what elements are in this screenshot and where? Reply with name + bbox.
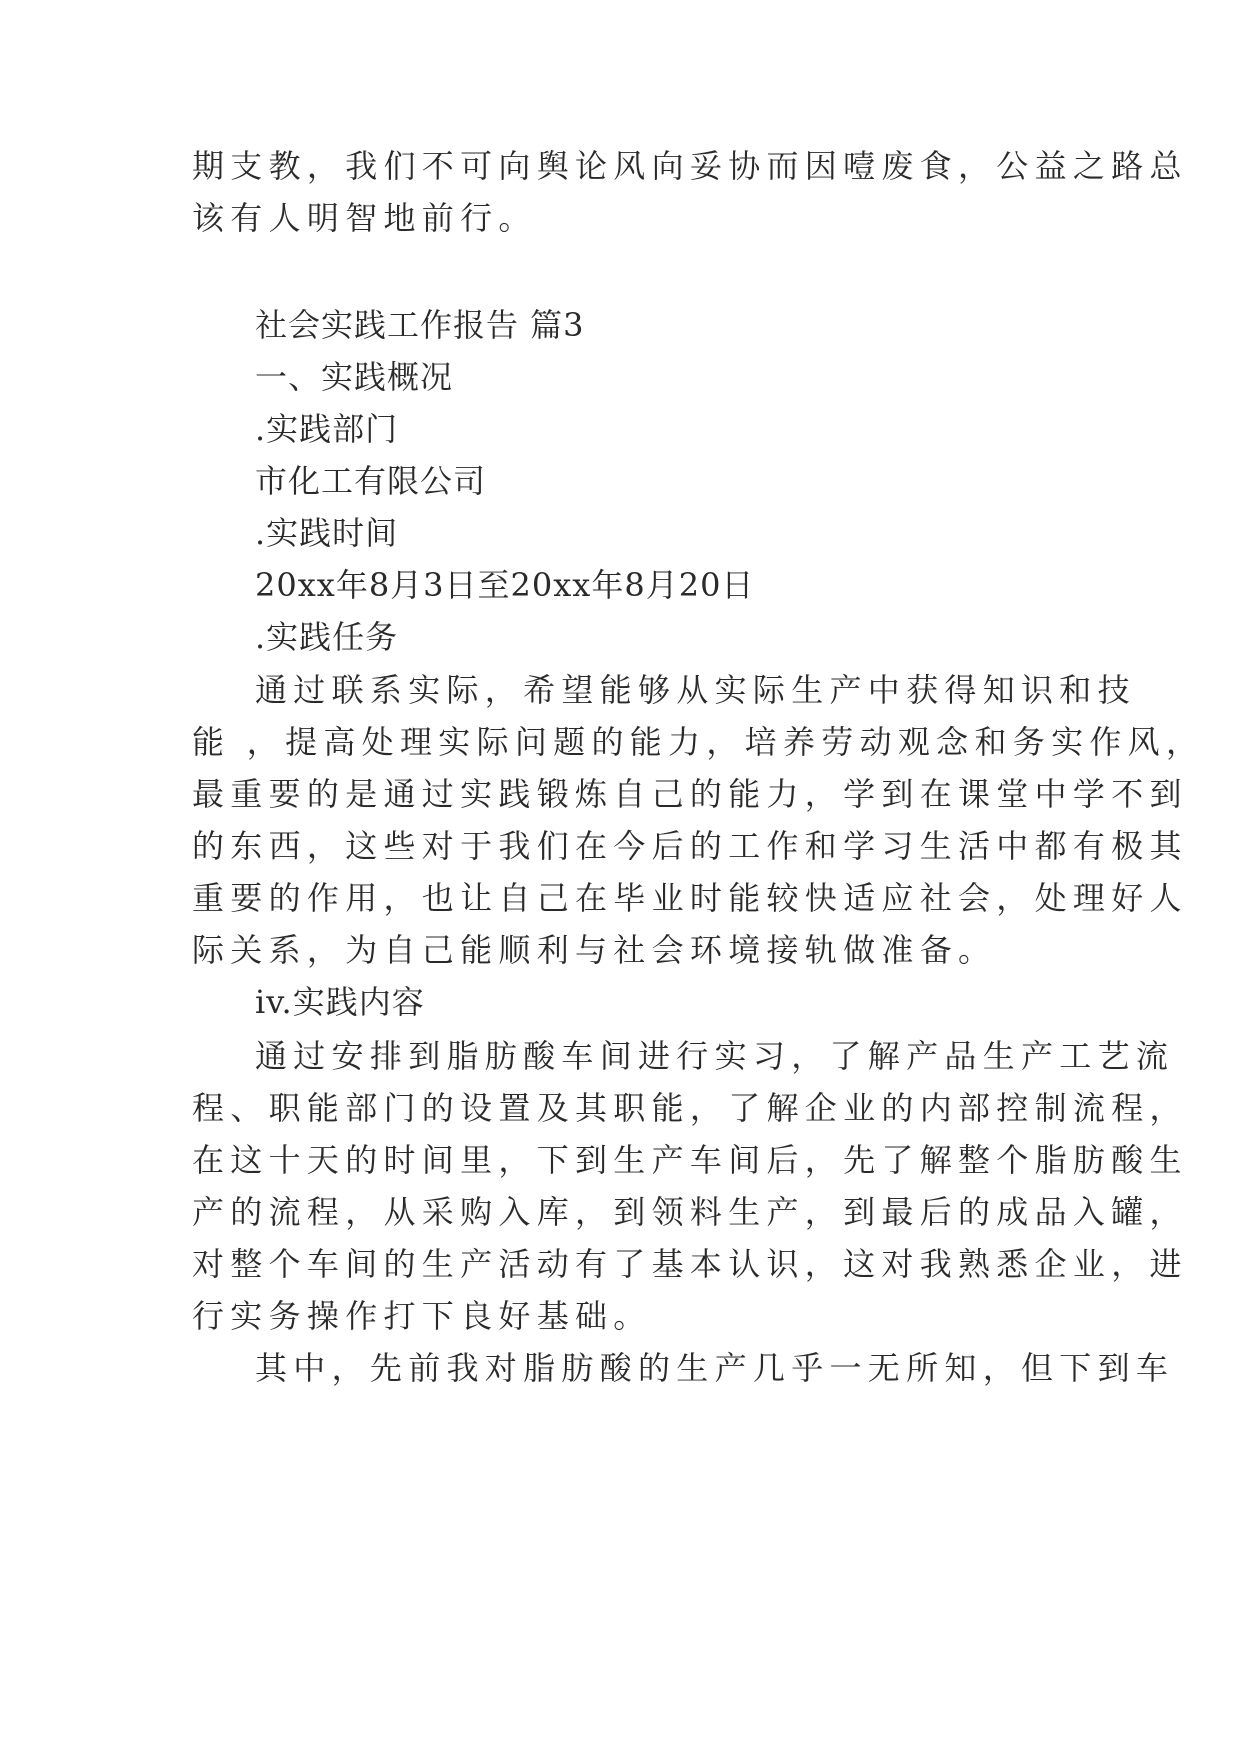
task-paragraph-line: 的东西，这些对于我们在今后的工作和学习生活中都有极其 [192,827,1188,865]
task-paragraph-line: 最重要的是通过实践锻炼自己的能力，学到在课堂中学不到 [192,775,1188,813]
content-paragraph-line: 产的流程，从采购入库，到领料生产，到最后的成品入罐， [192,1193,1188,1231]
time-label: .实践时间 [255,514,399,552]
continuation-line-2: 该有人明智地前行。 [192,199,537,237]
task-label: .实践任务 [255,618,399,656]
dept-value: 市化工有限公司 [255,462,487,500]
task-paragraph-line: 能 ，提高处理实际问题的能力，培养劳动观念和务实作风， [192,723,1205,761]
content-paragraph-line: 对整个车间的生产活动有了基本认识，这对我熟悉企业，进 [192,1245,1188,1283]
content-label: iv.实践内容 [255,983,425,1021]
report-heading: 社会实践工作报告 篇3 [255,306,585,344]
task-paragraph-line: 际关系，为自己能顺利与社会环境接轨做准备。 [192,931,997,969]
content-paragraph-line: 程、职能部门的设置及其职能，了解企业的内部控制流程， [192,1089,1188,1127]
task-paragraph-line: 通过联系实际，希望能够从实际生产中获得知识和技 [255,671,1136,709]
last-paragraph-line: 其中，先前我对脂肪酸的生产几乎一无所知，但下到车 [255,1349,1175,1387]
dept-label: .实践部门 [255,410,399,448]
task-paragraph-line: 重要的作用，也让自己在毕业时能较快适应社会，处理好人 [192,879,1188,917]
section-title: 一、实践概况 [255,358,454,396]
continuation-line-1: 期支教，我们不可向舆论风向妥协而因噎废食，公益之路总 [192,147,1188,185]
content-paragraph-line: 通过安排到脂肪酸车间进行实习，了解产品生产工艺流 [255,1037,1175,1075]
content-paragraph-line: 行实务操作打下良好基础。 [192,1297,652,1335]
time-value: 20xx年8月3日至20xx年8月20日 [255,566,755,604]
content-paragraph-line: 在这十天的时间里，下到生产车间后，先了解整个脂肪酸生 [192,1141,1188,1179]
